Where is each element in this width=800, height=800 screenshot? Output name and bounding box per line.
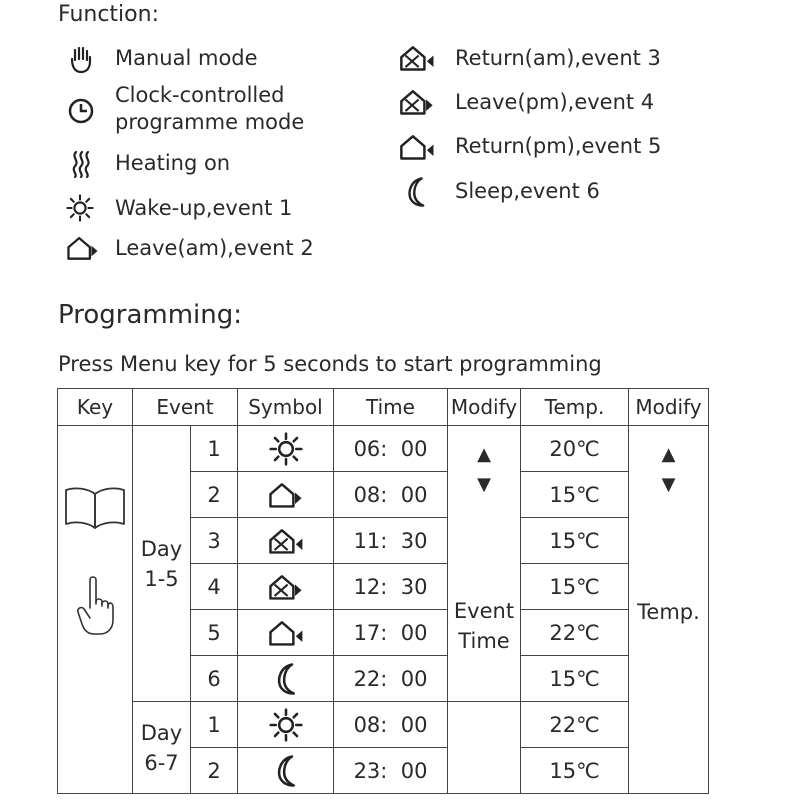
house-return-icon bbox=[398, 133, 436, 161]
table-row bbox=[58, 426, 709, 472]
up-arrow-icon: ▲ bbox=[477, 444, 491, 465]
modify-temp-cell bbox=[629, 426, 709, 794]
event-temp: 15℃ bbox=[521, 748, 629, 794]
header-temp: Temp. bbox=[521, 389, 629, 426]
moon-icon bbox=[404, 176, 428, 208]
event-temp: 15℃ bbox=[521, 472, 629, 518]
event-temp: 15℃ bbox=[521, 656, 629, 702]
function-title: Function: bbox=[58, 2, 159, 27]
event-time: 08: 00 bbox=[334, 702, 448, 748]
table-row bbox=[58, 702, 709, 748]
modify-time-cell bbox=[448, 426, 521, 702]
function-label-manual: Manual mode bbox=[115, 46, 258, 70]
event-temp: 15℃ bbox=[521, 518, 629, 564]
event-number: 1 bbox=[191, 426, 238, 472]
modify-time-label: Event Time bbox=[453, 599, 515, 653]
event-time: 23: 00 bbox=[334, 748, 448, 794]
function-label-sleep: Sleep,event 6 bbox=[455, 179, 600, 203]
book-icon bbox=[58, 426, 132, 530]
event-temp: 22℃ bbox=[521, 702, 629, 748]
function-label-leave-pm: Leave(pm),event 4 bbox=[455, 90, 655, 114]
event-temp: 20℃ bbox=[521, 426, 629, 472]
event-temp: 22℃ bbox=[521, 610, 629, 656]
event-number: 2 bbox=[191, 748, 238, 794]
header-time: Time bbox=[334, 389, 448, 426]
event-number: 1 bbox=[191, 702, 238, 748]
down-arrow-icon: ▼ bbox=[477, 474, 491, 495]
house-leave-icon bbox=[66, 235, 100, 261]
function-label-return-am: Return(am),event 3 bbox=[455, 46, 661, 70]
house-return-icon bbox=[398, 44, 436, 72]
event-temp: 15℃ bbox=[521, 564, 629, 610]
header-event: Event bbox=[133, 389, 238, 426]
clock-icon bbox=[66, 96, 96, 126]
function-label-leave-am: Leave(am),event 2 bbox=[115, 236, 314, 260]
house-leave-icon bbox=[238, 564, 334, 610]
heating-icon bbox=[66, 149, 96, 179]
event-time: 12: 30 bbox=[334, 564, 448, 610]
pointing-hand-icon bbox=[58, 530, 132, 638]
sun-icon bbox=[66, 194, 94, 222]
event-number: 4 bbox=[191, 564, 238, 610]
down-arrow-icon: ▼ bbox=[661, 474, 676, 495]
moon-icon bbox=[238, 656, 334, 702]
event-time: 17: 00 bbox=[334, 610, 448, 656]
function-label-wakeup: Wake-up,event 1 bbox=[115, 196, 293, 220]
event-number: 3 bbox=[191, 518, 238, 564]
header-modify-time: Modify bbox=[448, 389, 521, 426]
moon-icon bbox=[238, 748, 334, 794]
event-time: 06: 00 bbox=[334, 426, 448, 472]
event-time: 22: 00 bbox=[334, 656, 448, 702]
modify-time-cell-weekend bbox=[448, 702, 521, 794]
header-symbol: Symbol bbox=[238, 389, 334, 426]
function-label-return-pm: Return(pm),event 5 bbox=[455, 134, 662, 158]
programming-instruction: Press Menu key for 5 seconds to start programming bbox=[58, 352, 602, 376]
header-key: Key bbox=[58, 389, 133, 426]
event-number: 2 bbox=[191, 472, 238, 518]
key-cell bbox=[58, 426, 133, 794]
programming-title: Programming: bbox=[58, 300, 242, 330]
programming-table bbox=[57, 388, 709, 794]
event-number: 6 bbox=[191, 656, 238, 702]
day-group-1-5: Day 1-5 bbox=[133, 426, 191, 702]
house-leave-icon bbox=[398, 88, 436, 116]
header-modify-temp: Modify bbox=[629, 389, 709, 426]
sun-icon bbox=[238, 702, 334, 748]
sun-icon bbox=[238, 426, 334, 472]
house-leave-icon bbox=[238, 472, 334, 518]
up-arrow-icon: ▲ bbox=[661, 444, 676, 465]
table-header-row bbox=[58, 389, 709, 426]
event-time: 11: 30 bbox=[334, 518, 448, 564]
function-label-heating: Heating on bbox=[115, 151, 231, 175]
house-return-icon bbox=[238, 610, 334, 656]
modify-temp-label: Temp. bbox=[637, 600, 700, 624]
house-return-icon bbox=[238, 518, 334, 564]
event-time: 08: 00 bbox=[334, 472, 448, 518]
event-number: 5 bbox=[191, 610, 238, 656]
hand-icon bbox=[66, 45, 96, 75]
day-group-6-7: Day 6-7 bbox=[133, 702, 191, 794]
function-label-clock: Clock-controlled programme mode bbox=[115, 83, 305, 134]
